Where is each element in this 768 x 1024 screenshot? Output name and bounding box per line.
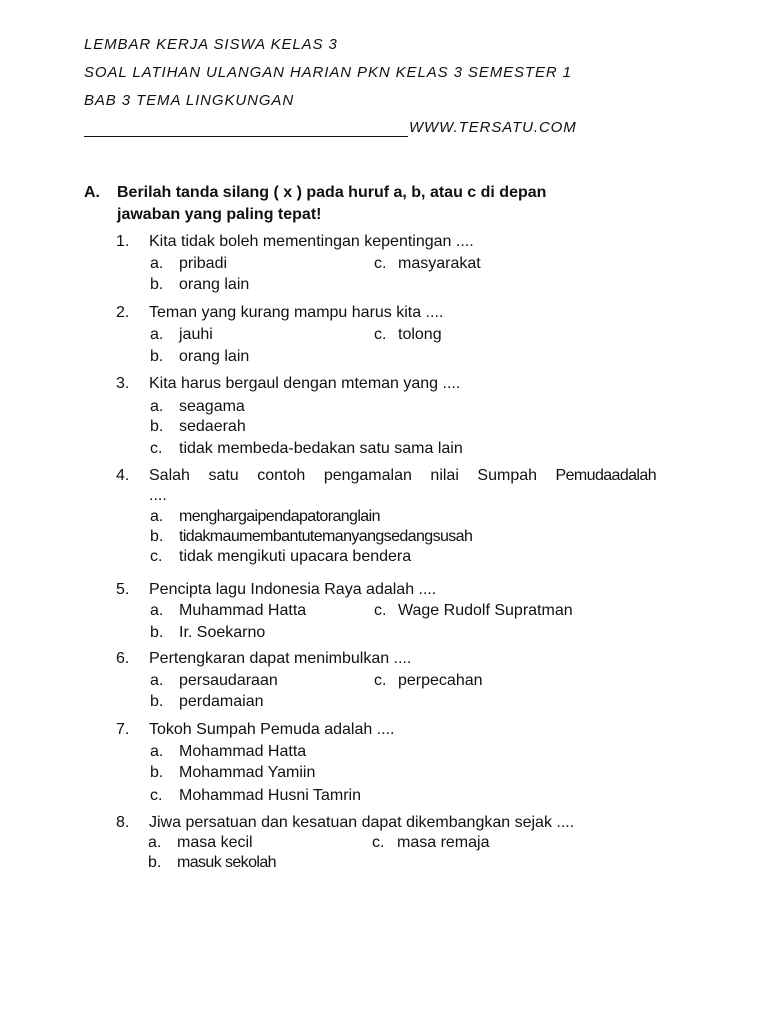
section-instruction-line2: jawaban yang paling tepat!	[117, 206, 322, 223]
question-text: Kita tidak boleh mementingan kepentingan ....	[149, 233, 474, 250]
option-label: a.	[150, 255, 164, 272]
question-text: Jiwa persatuan dan kesatuan dapat dikembangkan sejak ....	[149, 814, 575, 831]
header-website: WWW.TERSATU.COM	[409, 119, 577, 136]
option-label: a.	[148, 834, 162, 851]
option-label: b.	[150, 276, 164, 293]
question-number: 6.	[116, 650, 130, 667]
question-word: Sumpah	[477, 467, 538, 484]
option-text: orang lain	[179, 348, 250, 365]
option-text: Ir. Soekarno	[179, 624, 266, 641]
option-text: masyarakat	[398, 255, 481, 272]
question-word: contoh	[257, 467, 306, 484]
option-label: c.	[374, 602, 387, 619]
option-label: c.	[150, 548, 163, 565]
option-text: orang lain	[179, 276, 250, 293]
section-instruction-line1: Berilah tanda silang ( x ) pada huruf a, b, atau c di depan	[117, 184, 547, 201]
option-text: Mohammad Hatta	[179, 743, 307, 760]
option-text: Wage Rudolf Supratman	[398, 602, 573, 619]
question-number: 2.	[116, 304, 130, 321]
question-word: nilai	[430, 467, 459, 484]
option-text: seagama	[179, 398, 245, 415]
option-text: perdamaian	[179, 693, 264, 710]
option-label: b.	[148, 854, 162, 871]
option-text: Mohammad Husni Tamrin	[179, 787, 361, 804]
option-label: b.	[150, 693, 164, 710]
question-text: Pencipta lagu Indonesia Raya adalah ....	[149, 581, 437, 598]
option-text: masa remaja	[397, 834, 490, 851]
option-label: c.	[150, 440, 163, 457]
option-text: masuk sekolah	[177, 854, 276, 871]
option-text: Muhammad Hatta	[179, 602, 307, 619]
option-text: sedaerah	[179, 418, 246, 435]
option-label: a.	[150, 508, 164, 525]
question-text-justified	[149, 467, 656, 485]
option-label: c.	[372, 834, 385, 851]
question-number: 3.	[116, 375, 130, 392]
option-label: a.	[150, 672, 164, 689]
option-text: pribadi	[179, 255, 228, 272]
option-text: tidakmaumembantutemanyangsedangsusah	[179, 528, 473, 545]
header-title-line: LEMBAR KERJA SISWA KELAS 3	[84, 36, 338, 53]
question-word: pengamalan	[323, 467, 412, 484]
question-word: Pemudaadalah	[555, 467, 656, 484]
option-label: b.	[150, 624, 164, 641]
option-text: masa kecil	[177, 834, 253, 851]
header-chapter-line: BAB 3 TEMA LINGKUNGAN	[84, 92, 295, 109]
question-number: 5.	[116, 581, 130, 598]
option-label: c.	[374, 255, 387, 272]
question-text-continuation: ....	[149, 487, 167, 504]
option-label: a.	[150, 743, 164, 760]
question-number: 1.	[116, 233, 130, 250]
option-text: persaudaraan	[179, 672, 278, 689]
option-label: b.	[150, 764, 164, 781]
option-text: perpecahan	[398, 672, 483, 689]
question-word: satu	[208, 467, 239, 484]
option-label: b.	[150, 418, 164, 435]
option-label: b.	[150, 528, 164, 545]
question-word: Salah	[149, 467, 190, 484]
header-underline-divider	[84, 136, 408, 137]
question-text: Pertengkaran dapat menimbulkan ....	[149, 650, 412, 667]
option-label: c.	[374, 672, 387, 689]
option-text: Mohammad Yamiin	[179, 764, 316, 781]
option-text: jauhi	[179, 326, 213, 343]
question-number: 4.	[116, 467, 130, 484]
option-label: a.	[150, 602, 164, 619]
question-number: 7.	[116, 721, 130, 738]
question-text: Tokoh Sumpah Pemuda adalah ....	[149, 721, 395, 738]
option-label: c.	[150, 787, 163, 804]
question-text: Teman yang kurang mampu harus kita ....	[149, 304, 444, 321]
option-label: a.	[150, 326, 164, 343]
option-label: a.	[150, 398, 164, 415]
option-label: c.	[374, 326, 387, 343]
section-letter: A.	[84, 184, 100, 201]
option-text: tidak membeda-bedakan satu sama lain	[179, 440, 463, 457]
option-text: menghargaipendapatoranglain	[179, 508, 380, 525]
header-subtitle-line: SOAL LATIHAN ULANGAN HARIAN PKN KELAS 3 SEMESTER 1	[84, 64, 572, 81]
question-text: Kita harus bergaul dengan mteman yang ....	[149, 375, 461, 392]
option-text: tolong	[398, 326, 442, 343]
option-label: b.	[150, 348, 164, 365]
option-text: tidak mengikuti upacara bendera	[179, 548, 412, 565]
question-number: 8.	[116, 814, 130, 831]
